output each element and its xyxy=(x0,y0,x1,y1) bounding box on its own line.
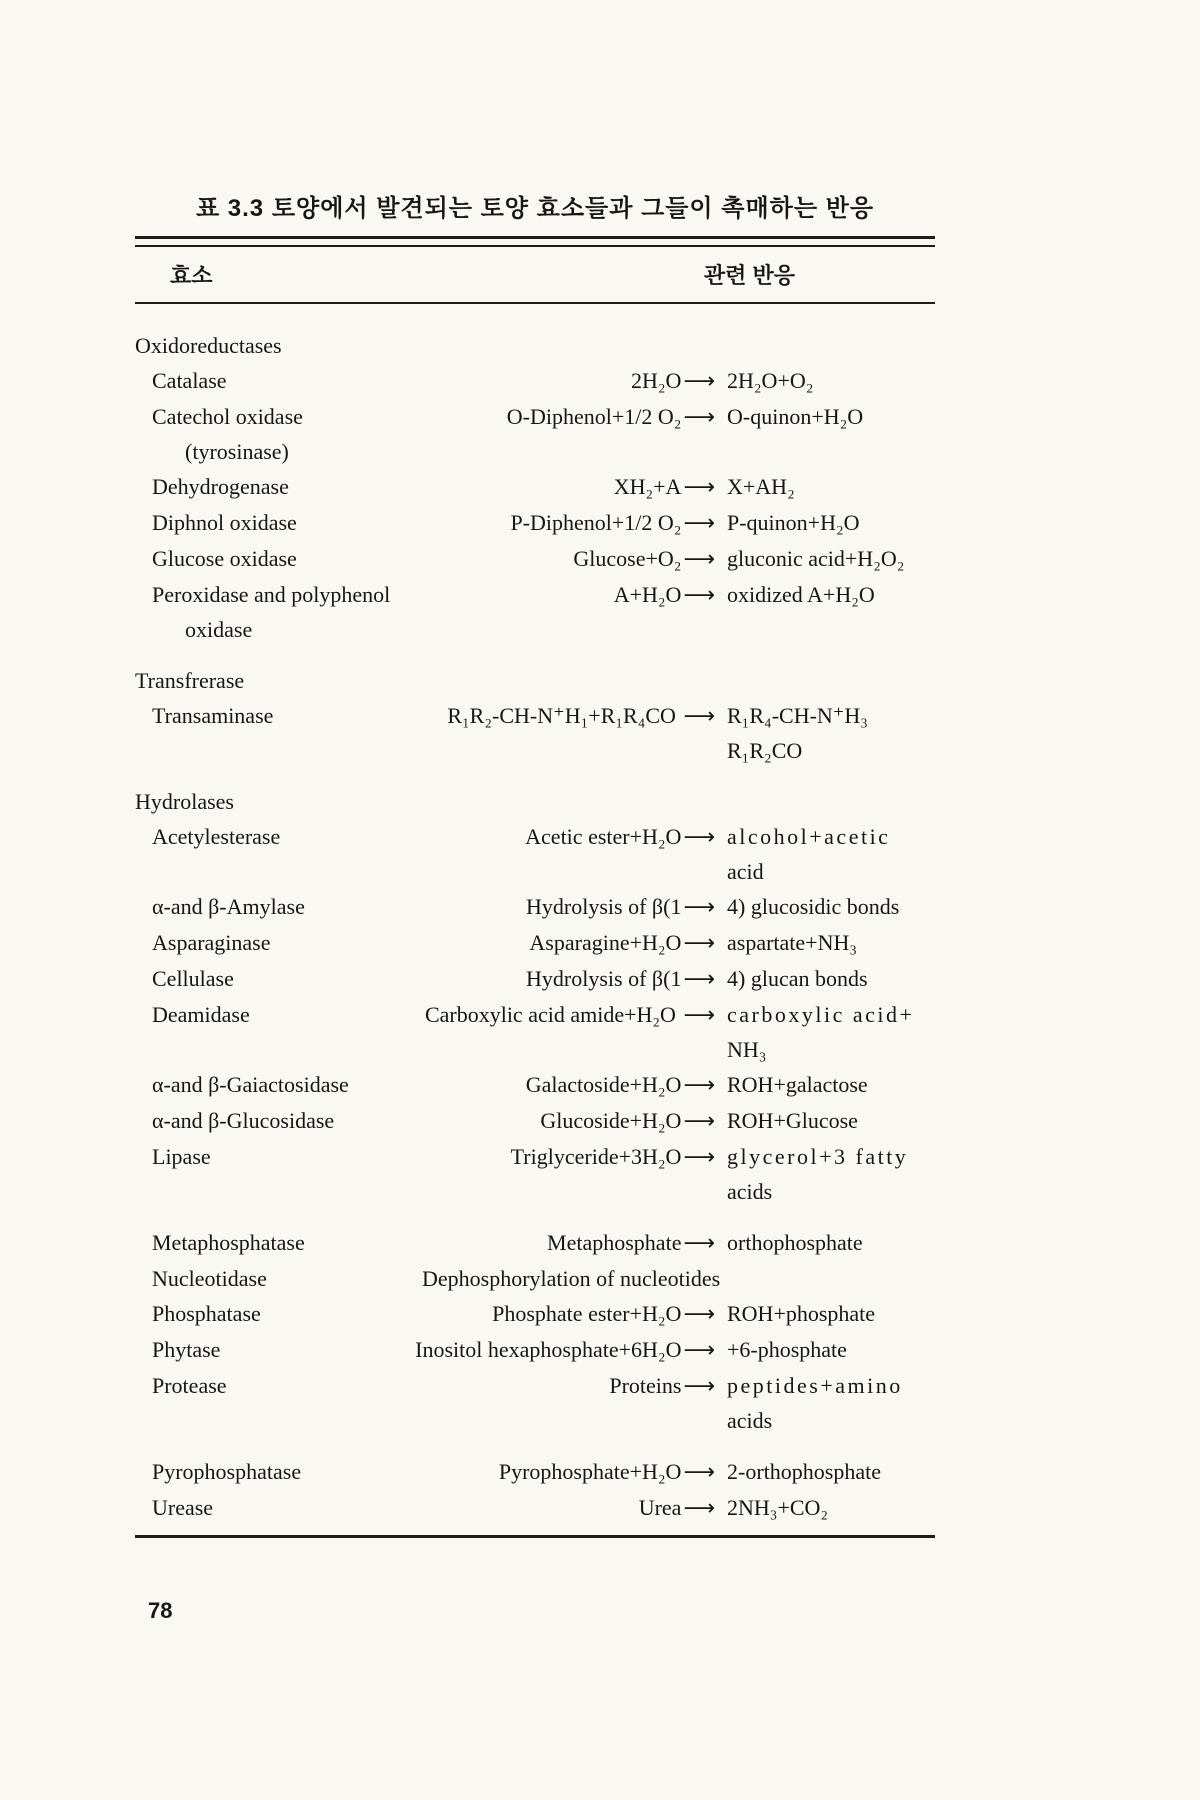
reaction-products: glycerol+3 fatty xyxy=(727,1144,909,1169)
reaction-arrow-icon: ⟶ xyxy=(683,1496,715,1521)
reaction-product-cell xyxy=(715,1067,935,1103)
enzyme-name-cell xyxy=(135,961,360,997)
enzyme-name-cell xyxy=(135,997,360,1067)
reaction-substrate-cell xyxy=(360,819,715,889)
reaction-product-cell xyxy=(715,399,935,469)
reaction-substrate-cell xyxy=(360,399,715,469)
reaction-substrates: Hydrolysis of β(1 xyxy=(526,894,682,919)
enzyme-name-cell xyxy=(135,1490,360,1526)
reaction-products: aspartate+NH₃ xyxy=(727,930,858,955)
enzyme-name-cell xyxy=(135,1454,360,1490)
reaction-arrow-icon: ⟶ xyxy=(683,1109,715,1134)
enzyme-name: Diphnol oxidase xyxy=(152,510,297,535)
table-row xyxy=(135,363,935,399)
reaction-substrates: Asparagine+H₂O xyxy=(529,930,682,955)
reaction-substrate-cell xyxy=(360,505,715,541)
reaction-substrates: Inositol hexaphosphate+6H₂O xyxy=(415,1337,682,1362)
enzyme-name: Deamidase xyxy=(152,1002,250,1027)
table-row xyxy=(135,1296,935,1332)
enzyme-name-cell xyxy=(135,889,360,925)
reaction-product-cell xyxy=(715,1103,935,1139)
reaction-product-cell xyxy=(715,925,935,961)
reaction-product-cell xyxy=(715,961,935,997)
reaction-substrates: Glucoside+H₂O xyxy=(540,1108,682,1133)
table-header-row xyxy=(135,247,935,302)
reaction-arrow-icon: ⟶ xyxy=(683,1231,715,1256)
enzyme-name: Transaminase xyxy=(152,703,274,728)
reaction-substrates: Galactoside+H₂O xyxy=(525,1072,682,1097)
reaction-substrates: Carboxylic acid amide+H₂O xyxy=(424,1002,682,1027)
reaction-arrow-icon: ⟶ xyxy=(683,369,715,394)
reaction-products: orthophosphate xyxy=(727,1230,863,1255)
reaction-product-cell xyxy=(715,819,935,889)
enzyme-name: Peroxidase and polyphenol xyxy=(152,582,391,607)
reaction-substrates: Pyrophosphate+H₂O xyxy=(498,1459,682,1484)
enzyme-name-cell xyxy=(135,541,360,577)
enzyme-class-label: Oxidoreductases xyxy=(135,333,282,358)
reaction-arrow-icon: ⟶ xyxy=(683,1145,715,1170)
enzyme-name: Metaphosphatase xyxy=(152,1230,305,1255)
enzyme-name-cell xyxy=(135,363,360,399)
reaction-substrate-cell xyxy=(360,1454,715,1490)
reaction-products: 4) glucosidic bonds xyxy=(727,894,900,919)
reaction-substrates: Phosphate ester+H₂O xyxy=(492,1301,682,1326)
reaction-product-cell xyxy=(715,1296,935,1332)
enzyme-name-cell xyxy=(135,1368,360,1438)
reaction-substrate-cell xyxy=(360,925,715,961)
reaction-substrate-cell xyxy=(360,1139,715,1209)
enzyme-name-cell xyxy=(135,505,360,541)
table-row xyxy=(135,819,935,889)
table-row xyxy=(135,889,935,925)
reaction-products: ROH+Glucose xyxy=(727,1108,858,1133)
reaction-product-cell xyxy=(715,1454,935,1490)
reaction-substrates: Acetic ester+H₂O xyxy=(525,824,682,849)
reaction-substrate-cell xyxy=(360,541,715,577)
reaction-product-cell xyxy=(715,698,935,768)
reaction-substrates: Hydrolysis of β(1 xyxy=(526,966,682,991)
table-row xyxy=(135,698,935,768)
reaction-arrow-icon: ⟶ xyxy=(683,1003,715,1028)
enzyme-name-cell xyxy=(135,577,391,647)
reaction-products-continued: acids xyxy=(727,1408,773,1433)
reaction-arrow-icon: ⟶ xyxy=(683,1302,715,1327)
reaction-arrow-icon: ⟶ xyxy=(683,583,715,608)
reaction-substrate-cell xyxy=(360,1067,715,1103)
reaction-substrate-cell xyxy=(360,1296,715,1332)
enzyme-name-cell xyxy=(135,399,360,469)
reaction-substrates: Metaphosphate xyxy=(547,1230,682,1255)
reaction-products: 2NH₃+CO₂ xyxy=(727,1495,829,1520)
reaction-products: 2-orthophosphate xyxy=(727,1459,881,1484)
table-row xyxy=(135,541,935,577)
enzyme-name-cell xyxy=(135,698,360,768)
reaction-arrow-icon: ⟶ xyxy=(683,1374,715,1399)
reaction-product-cell xyxy=(715,1490,935,1526)
reaction-arrow-icon: ⟶ xyxy=(683,511,715,536)
enzyme-name-cell xyxy=(135,469,360,505)
reaction-substrate-cell xyxy=(360,997,715,1067)
reaction-arrow-icon: ⟶ xyxy=(683,547,715,572)
enzyme-name: Glucose oxidase xyxy=(152,546,297,571)
reaction-products: ROH+galactose xyxy=(727,1072,868,1097)
enzyme-class-label: Hydrolases xyxy=(135,789,234,814)
reaction-product-cell xyxy=(715,889,935,925)
enzyme-name-continued: oxidase xyxy=(185,617,253,642)
table-bottom-rule xyxy=(135,1535,935,1538)
table-row xyxy=(135,505,935,541)
enzyme-name-cell xyxy=(135,1332,360,1368)
reaction-products: +6-phosphate xyxy=(727,1337,847,1362)
enzyme-name-cell xyxy=(135,1296,360,1332)
table-row xyxy=(135,1139,935,1209)
enzyme-class-label: Transfrerase xyxy=(135,668,245,693)
reaction-products: O-quinon+H₂O xyxy=(727,404,864,429)
reaction-arrow-icon: ⟶ xyxy=(683,1460,715,1485)
reaction-substrates: R₁R₂-CH-N⁺H₁+R₁R₄CO xyxy=(447,703,682,728)
reaction-products: oxidized A+H₂O xyxy=(727,582,875,607)
table-row xyxy=(135,469,935,505)
table-body xyxy=(135,304,935,1526)
reaction-substrate-cell xyxy=(360,1261,935,1296)
reaction-arrow-icon: ⟶ xyxy=(683,931,715,956)
reaction-substrate-cell xyxy=(360,698,715,768)
enzyme-class-row xyxy=(135,663,935,698)
reaction-arrow-icon: ⟶ xyxy=(683,825,715,850)
reaction-products: X+AH₂ xyxy=(727,474,795,499)
reaction-substrates: Proteins xyxy=(609,1373,682,1398)
reaction-substrates: Urea xyxy=(638,1495,682,1520)
reaction-products: peptides+amino xyxy=(727,1373,903,1398)
enzyme-name-cell xyxy=(135,1103,360,1139)
enzyme-class-row xyxy=(135,328,935,363)
enzyme-name-cell xyxy=(135,1067,360,1103)
enzyme-name-cell xyxy=(135,1225,360,1261)
reaction-substrate-cell xyxy=(360,1368,715,1438)
reaction-substrate-cell xyxy=(360,1103,715,1139)
reaction-arrow-icon: ⟶ xyxy=(683,967,715,992)
reaction-substrate-cell xyxy=(360,1490,715,1526)
table-row xyxy=(135,1103,935,1139)
table-row xyxy=(135,997,935,1067)
reaction-product-cell xyxy=(715,363,935,399)
enzyme-name-cell xyxy=(135,925,360,961)
enzyme-name: α-and β-Amylase xyxy=(152,894,305,919)
reaction-substrates: Glucose+O₂ xyxy=(573,546,682,571)
table-container xyxy=(135,188,935,1538)
reaction-substrates: 2H₂O xyxy=(631,368,682,393)
reaction-product-cell xyxy=(715,997,935,1067)
enzyme-name: Acetylesterase xyxy=(152,824,281,849)
reaction-substrate-cell xyxy=(360,577,715,647)
reaction-substrate-cell xyxy=(360,1225,715,1261)
reaction-products: carboxylic acid+ xyxy=(727,1002,915,1027)
reaction-products-continued: acids xyxy=(727,1179,773,1204)
reaction-product-cell xyxy=(715,541,935,577)
table-row xyxy=(135,925,935,961)
page-number: 78 xyxy=(148,1598,173,1623)
reaction-product-cell xyxy=(715,1368,935,1438)
column-header-reaction: 관련 반응 xyxy=(703,263,795,288)
reaction-arrow-icon: ⟶ xyxy=(683,405,715,430)
enzyme-name-continued: (tyrosinase) xyxy=(185,439,289,464)
table-title: 표 3.3 토양에서 발견되는 토양 효소들과 그들이 촉매하는 반응 xyxy=(195,195,875,222)
table-row xyxy=(135,577,935,647)
reaction-products: gluconic acid+H₂O₂ xyxy=(727,546,905,571)
table-row xyxy=(135,1368,935,1438)
reaction-substrate-cell xyxy=(360,363,715,399)
reaction-product-cell xyxy=(715,505,935,541)
reaction-substrates: Dephosphorylation of nucleotides xyxy=(422,1266,721,1291)
table-row xyxy=(135,1261,935,1296)
reaction-arrow-icon: ⟶ xyxy=(683,1073,715,1098)
table-row xyxy=(135,961,935,997)
enzyme-class-row xyxy=(135,784,935,819)
reaction-product-cell xyxy=(715,1139,935,1209)
enzyme-name: Protease xyxy=(152,1373,227,1398)
table-row xyxy=(135,399,935,469)
reaction-product-cell xyxy=(715,577,935,647)
reaction-products: 2H₂O+O₂ xyxy=(727,368,814,393)
reaction-products: R₁R₄-CH-N⁺H₃ xyxy=(727,703,868,728)
enzyme-name: Asparaginase xyxy=(152,930,271,955)
enzyme-name-cell xyxy=(135,1261,360,1296)
reaction-products-continued: NH₃ xyxy=(727,1037,767,1062)
reaction-substrates: P-Diphenol+1/2 O₂ xyxy=(510,510,682,535)
enzyme-name: Cellulase xyxy=(152,966,234,991)
reaction-substrate-cell xyxy=(360,1332,715,1368)
reaction-arrow-icon: ⟶ xyxy=(683,1338,715,1363)
enzyme-name: α-and β-Glucosidase xyxy=(152,1108,335,1133)
enzyme-name: Lipase xyxy=(152,1144,211,1169)
enzyme-name: Phytase xyxy=(152,1337,221,1362)
enzyme-name: Urease xyxy=(152,1495,214,1520)
reaction-arrow-icon: ⟶ xyxy=(683,895,715,920)
reaction-products: P-quinon+H₂O xyxy=(727,510,860,535)
table-row xyxy=(135,1225,935,1261)
column-header-enzyme: 효소 xyxy=(170,263,213,288)
table-row xyxy=(135,1490,935,1526)
reaction-substrates: Triglyceride+3H₂O xyxy=(510,1144,682,1169)
reaction-substrate-cell xyxy=(360,961,715,997)
reaction-substrates: O-Diphenol+1/2 O₂ xyxy=(506,404,682,429)
table-row xyxy=(135,1332,935,1368)
enzyme-name-cell xyxy=(135,1139,360,1209)
reaction-substrates: A+H₂O xyxy=(613,582,682,607)
enzyme-name: Phosphatase xyxy=(152,1301,261,1326)
table-row xyxy=(135,1454,935,1490)
enzyme-name: Dehydrogenase xyxy=(152,474,289,499)
enzyme-name: Catechol oxidase xyxy=(152,404,303,429)
reaction-substrates: XH₂+A xyxy=(613,474,682,499)
enzyme-name: Catalase xyxy=(152,368,227,393)
reaction-arrow-icon: ⟶ xyxy=(683,704,715,729)
enzyme-name: α-and β-Gaiactosidase xyxy=(152,1072,349,1097)
reaction-products-continued: acid xyxy=(727,859,764,884)
reaction-products-continued: R₁R₂CO xyxy=(727,738,803,763)
enzyme-name: Pyrophosphatase xyxy=(152,1459,302,1484)
table-row xyxy=(135,1067,935,1103)
reaction-substrate-cell xyxy=(360,469,715,505)
enzyme-name: Nucleotidase xyxy=(152,1266,267,1291)
table-top-rule xyxy=(135,236,935,247)
reaction-products: ROH+phosphate xyxy=(727,1301,876,1326)
reaction-product-cell xyxy=(715,1225,935,1261)
reaction-substrate-cell xyxy=(360,889,715,925)
reaction-arrow-icon: ⟶ xyxy=(683,475,715,500)
reaction-products: 4) glucan bonds xyxy=(727,966,868,991)
enzyme-name-cell xyxy=(135,819,360,889)
reaction-product-cell xyxy=(715,469,935,505)
reaction-products: alcohol+acetic xyxy=(727,824,891,849)
reaction-product-cell xyxy=(715,1332,935,1368)
